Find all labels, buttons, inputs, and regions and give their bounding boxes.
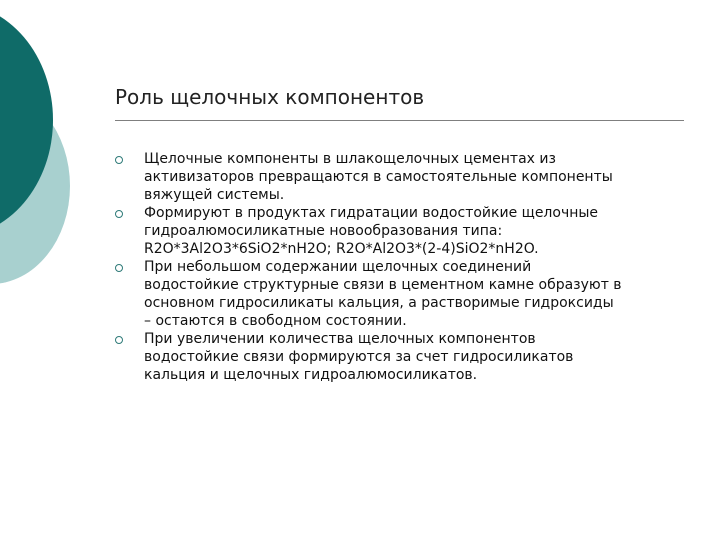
bullet-circle-icon <box>115 156 123 164</box>
bullet-item <box>115 258 685 330</box>
bullet-text: При увеличении количества щелочных компонентов водостойкие связи формируются за счет гидросиликатов кальция и щелочных гидроалюмосиликатов. <box>144 331 574 383</box>
bullet-circle-icon <box>115 210 123 218</box>
bullet-item <box>115 150 685 204</box>
bullet-item <box>115 330 685 384</box>
bullet-item <box>115 204 685 258</box>
bullet-text: Формируют в продуктах гидратации водостойкие щелочные гидроалюмосиликатные новообразования типа: R2O*3Al2O3*6SiO2*nH2O; R2O*Al2O3*(2-4)SiO2*nH2O. <box>144 205 599 257</box>
bullet-circle-icon <box>115 336 123 344</box>
slide-title: Роль щелочных компонентов <box>115 85 425 109</box>
title-divider <box>115 120 684 121</box>
bullet-text: Щелочные компоненты в шлакощелочных цементах из активизаторов превращаются в самостоятельные компоненты вяжущей системы. <box>144 151 613 203</box>
bullet-circle-icon <box>115 264 123 272</box>
bullet-list <box>115 150 685 384</box>
bullet-text: При небольшом содержании щелочных соединений водостойкие структурные связи в цементном камне образуют в основном гидросиликаты кальция, а растворимые гидроксиды – остаются в свободном состоянии. <box>144 259 622 329</box>
